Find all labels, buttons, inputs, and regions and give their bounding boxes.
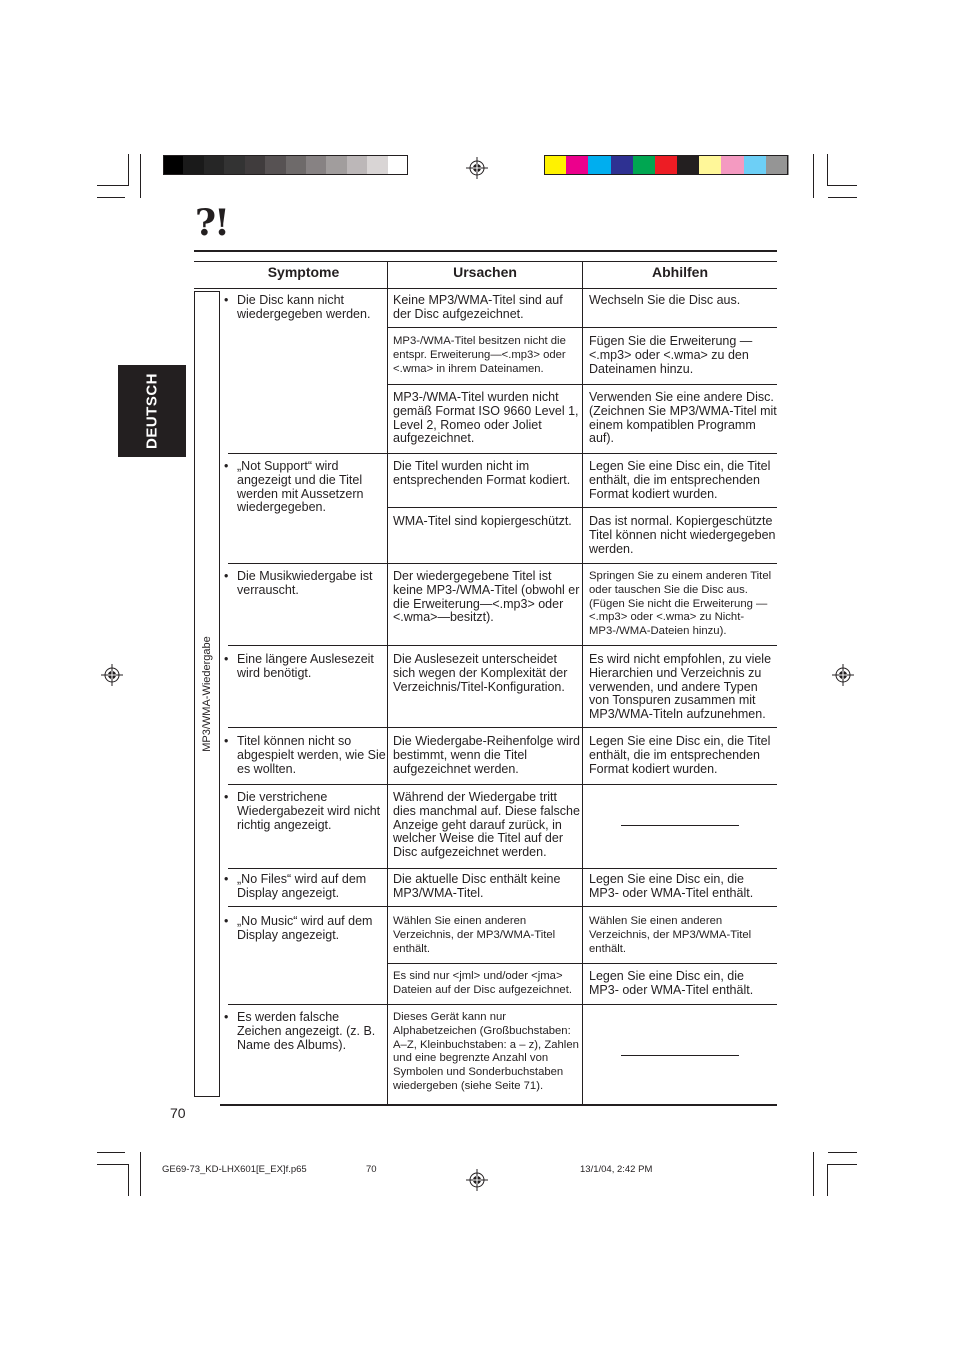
- row-separator: [228, 784, 777, 785]
- registration-mark-icon: [466, 1169, 488, 1191]
- crop-mark: [97, 1152, 125, 1153]
- cause-item: Die Wiedergabe-Reihenfolge wird bestimmt, wenn die Titel aufgezeichnet werden.: [393, 734, 580, 776]
- section-side-label: [194, 291, 220, 1097]
- subrow-separator: [388, 963, 777, 964]
- symptom-item: • „No Music“ wird auf dem Display angezeigt.: [227, 915, 387, 943]
- symptom-item: • „Not Support“ wird angezeigt und die Titel werden mit Aussetzern wiedergegeben.: [227, 460, 387, 515]
- cause-item: Während der Wiedergabe tritt dies manchmal auf. Diese falsche Anzeige geht darauf zurück, in welcher Weise die Titel auf der Disc aufgezeichnet werden.: [393, 790, 580, 860]
- no-remedy-dash: [621, 825, 739, 826]
- footer-filename: GE69-73_KD-LHX601[E_EX]f.p65: [162, 1164, 307, 1175]
- column-divider: [387, 261, 388, 1105]
- crop-mark: [827, 154, 828, 186]
- crop-mark: [827, 1164, 828, 1196]
- remedy-item: Das ist normal. Kopiergeschützte Titel können nicht wiedergegeben werden.: [589, 514, 776, 556]
- remedy-item: Legen Sie eine Disc ein, die Titel enthält, die im entsprechenden Format kodiert wurden.: [589, 734, 771, 776]
- language-tab-label: DEUTSCH: [143, 372, 161, 450]
- footer-date: 13/1/04, 2:42 PM: [580, 1164, 653, 1175]
- crop-mark: [97, 1164, 129, 1165]
- crop-mark: [97, 185, 129, 186]
- crop-mark: [827, 1164, 857, 1165]
- crop-mark: [828, 197, 857, 198]
- remedy-item: Fügen Sie die Erweiterung —<.mp3> oder <.wma> zu den Dateinamen hinzu.: [589, 334, 753, 376]
- remedy-item: Verwenden Sie eine andere Disc. (Zeichnen Sie MP3/WMA-Titel mit einem kompatiblen Programm auf).: [589, 390, 777, 446]
- row-separator: [228, 563, 777, 564]
- no-remedy-dash: [621, 1055, 739, 1056]
- row-separator: [228, 868, 777, 869]
- cause-item: Wählen Sie einen anderen Verzeichnis, der MP3/WMA-Titel enthält.: [393, 915, 556, 955]
- remedy-item: Springen Sie zu einem anderen Titel oder tauschen Sie die Disc aus. (Fügen Sie nicht die Erweiterung —<.mp3> oder <.wma> zu Nicht-MP3-/WMA-Dateien hinzu).: [589, 570, 772, 638]
- header-ursachen: Ursachen: [453, 264, 517, 280]
- cause-item: MP3-/WMA-Titel besitzen nicht die entspr. Erweiterung—<.mp3> oder <.wma> in ihrem Dateinamen.: [393, 335, 566, 375]
- calibration-bar-border: [544, 155, 788, 175]
- symptom-item: • Die Musikwiedergabe ist verrauscht.: [227, 570, 387, 598]
- crop-mark: [827, 185, 857, 186]
- row-separator: [228, 453, 777, 454]
- row-separator: [228, 727, 777, 728]
- remedy-item: Wechseln Sie die Disc aus.: [589, 293, 741, 307]
- subrow-separator: [388, 327, 777, 328]
- section-side-label-text: MP3/WMA-Wiedergabe: [201, 636, 213, 752]
- cause-item: Dieses Gerät kann nur Alphabetzeichen (Großbuchstaben: A–Z, Kleinbuchstaben: a – z), Zahlen und eine begrenzte Anzahl von Symbolen und Sonderbuchstaben wiedergeben (siehe Seite 71).: [393, 1011, 579, 1092]
- header-symptome: Symptome: [267, 264, 340, 280]
- remedy-item: Legen Sie eine Disc ein, die Titel enthält, die im entsprechenden Format kodiert wurden.: [589, 459, 771, 501]
- header-bottom-rule: [194, 288, 777, 289]
- crop-mark: [128, 1164, 129, 1196]
- calibration-bar-border: [163, 155, 408, 175]
- symptom-item: • „No Files“ wird auf dem Display angezeigt.: [227, 873, 387, 901]
- remedy-item: Es wird nicht empfohlen, zu viele Hierarchien und Verzeichnis zu verwenden, und andere Typen von Tonspuren zusammen mit MP3/WMA-Titeln aufzunehmen.: [589, 652, 772, 722]
- subrow-separator: [388, 507, 777, 508]
- troubleshooting-icon: ?!: [195, 202, 228, 244]
- cause-item: Keine MP3/WMA-Titel sind auf der Disc aufgezeichnet.: [393, 293, 563, 321]
- symptom-item: • Eine längere Auslesezeit wird benötigt.: [227, 653, 387, 681]
- symptom-item: • Die Disc kann nicht wiedergegeben werden.: [227, 294, 387, 322]
- page-number: 70: [170, 1105, 186, 1121]
- cause-item: WMA-Titel sind kopiergeschützt.: [393, 514, 572, 528]
- cause-item: Die Auslesezeit unterscheidet sich wegen der Komplexität der Verzeichnis/Titel-Konfiguration.: [393, 652, 568, 694]
- remedy-item: Legen Sie eine Disc ein, die MP3- oder WMA-Titel enthält.: [589, 969, 754, 997]
- row-separator: [228, 645, 777, 646]
- row-separator: [228, 1004, 777, 1005]
- crop-mark: [97, 197, 125, 198]
- crop-mark: [828, 1152, 857, 1153]
- header-abhilfen: Abhilfen: [652, 264, 708, 280]
- symptom-item: • Die verstrichene Wiedergabezeit wird nicht richtig angezeigt.: [227, 791, 387, 832]
- symptom-item: • Es werden falsche Zeichen angezeigt. (z. B. Name des Albums).: [227, 1011, 387, 1052]
- crop-mark: [813, 1152, 814, 1196]
- registration-mark-icon: [466, 157, 488, 179]
- subrow-separator: [388, 384, 777, 385]
- row-separator: [228, 906, 777, 907]
- crop-mark: [813, 154, 814, 198]
- language-tab: [118, 365, 186, 457]
- header-top-rule: [194, 261, 777, 262]
- registration-mark-icon: [101, 664, 123, 686]
- registration-mark-icon: [832, 664, 854, 686]
- table-top-rule: [194, 250, 777, 252]
- cause-item: Die Titel wurden nicht im entsprechenden Format kodiert.: [393, 459, 571, 487]
- cause-item: Der wiedergegebene Titel ist keine MP3-/WMA-Titel (obwohl er die Erweiterung—<.mp3> oder <.wma>—besitzt).: [393, 569, 580, 625]
- symptom-item: • Titel können nicht so abgespielt werden, wie Sie es wollten.: [227, 735, 387, 776]
- crop-mark: [140, 1152, 141, 1196]
- cause-item: MP3-/WMA-Titel wurden nicht gemäß Format ISO 9660 Level 1, Level 2, Romeo oder Joliet aufgezeichnet.: [393, 390, 579, 446]
- remedy-item: Legen Sie eine Disc ein, die MP3- oder WMA-Titel enthält.: [589, 872, 754, 900]
- column-divider: [582, 261, 583, 1105]
- footer-page: 70: [366, 1164, 377, 1175]
- remedy-item: Wählen Sie einen anderen Verzeichnis, der MP3/WMA-Titel enthält.: [589, 915, 752, 955]
- cause-item: Es sind nur <jml> und/oder <jma> Dateien auf der Disc aufgezeichnet.: [393, 970, 572, 996]
- crop-mark: [128, 154, 129, 186]
- crop-mark: [140, 154, 141, 198]
- cause-item: Die aktuelle Disc enthält keine MP3/WMA-Titel.: [393, 872, 561, 900]
- table-bottom-rule: [220, 1104, 777, 1106]
